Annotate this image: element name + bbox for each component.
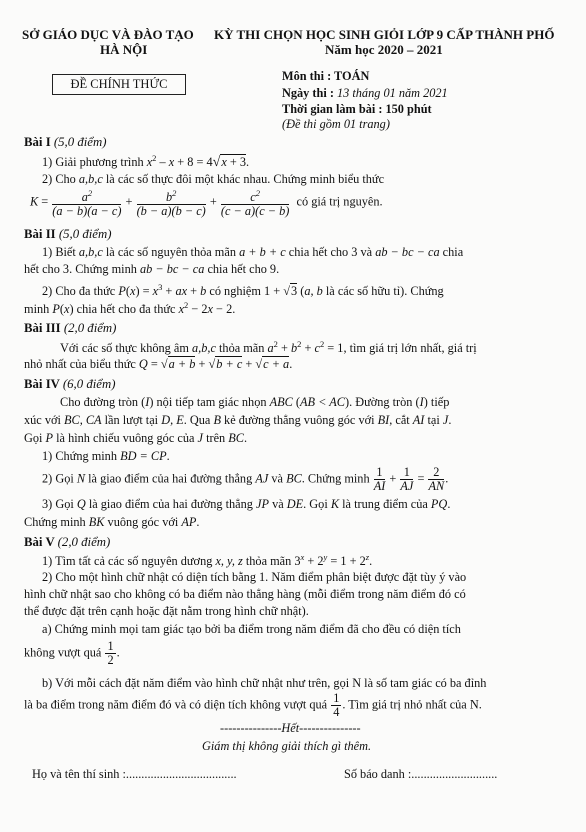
- bai2-q1-line1: 1) Biết a,b,c là các số nguyên thỏa mãn a + b + c chia hết cho 3 và ab − bc − ca chia: [42, 245, 464, 259]
- school-year: Năm học 2020 – 2021: [325, 42, 443, 57]
- end-marker: ---------------Hết---------------: [220, 721, 361, 735]
- bai4-q3-line1: 3) Gọi Q là giao điểm của hai đường thẳng JP và DE. Gọi K là trung điểm của PQ.: [42, 497, 451, 511]
- bai4-q3-line2: Chứng minh BK vuông góc với AP.: [24, 515, 200, 529]
- section-title-3: Bài III (2,0 điểm): [24, 321, 117, 335]
- bai5-q2-line2: hình chữ nhật sao cho không có ba điểm nào thẳng hàng (mỗi điểm trong năm điểm đó có: [24, 587, 466, 601]
- exam-date: Ngày thi : 13 tháng 01 năm 2021: [282, 86, 448, 100]
- bai4-line2: xúc với BC, CA lần lượt tại D, E. Qua B kẻ đường thẳng vuông góc với BI, cắt AI tại J.: [24, 413, 452, 427]
- bai1-q2: 2) Cho a,b,c là các số thực đôi một khác nhau. Chứng minh biểu thức: [42, 172, 385, 186]
- bai4-line1: Cho đường tròn (I) nội tiếp tam giác nhọn ABC (AB < AC). Đường tròn (I) tiếp: [60, 395, 450, 409]
- bai3-line1: Với các số thực không âm a,b,c thỏa mãn $a^2 + b^2 + c^2 = 1$, tìm giá trị lớn nhất, giá trị: [60, 339, 477, 356]
- bai5-q2-line1: 2) Cho một hình chữ nhật có diện tích bằng 1. Năm điểm phân biệt được đặt tùy ý vào: [42, 570, 467, 584]
- candidate-number-field: Số báo danh :............................: [344, 767, 498, 781]
- exam-title: KỲ THI CHỌN HỌC SINH GIỎI LỚP 9 CẤP THÀNH PHỐ: [214, 27, 555, 42]
- duration: Thời gian làm bài : 150 phút: [282, 102, 432, 116]
- bai4-q2: 2) Gọi N là giao điểm của hai đường thẳng AJ và BC. Chứng minh $\frac{1}{AI}$ + $\frac{1}{AJ}$ = $\frac{2}{AN}$ .: [42, 465, 449, 493]
- bai4-line3: Gọi P là hình chiếu vuông góc của J trên BC.: [24, 431, 248, 445]
- bai2-q2-line1: 2) Cho đa thức $P(x) = x^3$ + ax + b có nghiệm 1 + √3 (a, b là các số hữu tỉ). Chứng: [42, 282, 444, 299]
- bai5-qb-line2: là ba điểm trong năm điểm đó và có diện tích không vượt quá $\frac{1}{4}$ . Tìm giá trị nhỏ nhất của N.: [24, 691, 482, 719]
- bai3-line2: nhỏ nhất của biểu thức Q = √a + b + √b + c + √c + a.: [24, 357, 293, 371]
- org-line2: HÀ NỘI: [100, 42, 148, 57]
- official-exam-label: ĐỀ CHÍNH THỨC: [70, 77, 168, 91]
- bai1-q1: 1) Giải phương trình $x^2 - x + 8 = 4√x + 3$.: [42, 153, 250, 171]
- section-title-2: Bài II (5,0 điểm): [24, 227, 112, 241]
- bai5-qa-line2: không vượt quá $\frac{1}{2}$ .: [24, 639, 120, 667]
- bai5-q1: 1) Tìm tất cả các số nguyên dương x, y, z thỏa mãn $3^x + 2^y = 1 + 2^z$.: [42, 552, 373, 569]
- bai5-qb-line1: b) Với mỗi cách đặt năm điểm vào hình chữ nhật như trên, gọi N là số tam giác có ba đỉnh: [42, 676, 487, 690]
- section-title-1: Bài I (5,0 điểm): [24, 135, 107, 149]
- org-line1: SỞ GIÁO DỤC VÀ ĐÀO TẠO: [22, 27, 194, 42]
- official-exam-box: [52, 74, 186, 95]
- pages-note: (Đề thi gồm 01 trang): [282, 117, 390, 131]
- bai5-q2-line3: thể được đặt trên cạnh hoặc đặt nằm trong hình chữ nhật).: [24, 604, 309, 618]
- bai1-expression: K = $\frac{a^2}{(a - b)(a - c)}$ + $\frac{b^2}{(b - a)(b - c)}$ + $\frac{c^2}{(c - a)(c - b)}$ có giá trị nguyên.: [30, 188, 383, 219]
- subject: Môn thi : TOÁN: [282, 69, 370, 83]
- section-title-4: Bài IV (6,0 điểm): [24, 377, 116, 391]
- bai5-qa-line1: a) Chứng minh mọi tam giác tạo bởi ba điểm trong năm điểm đã cho đều có diện tích: [42, 622, 461, 636]
- candidate-name-field: Họ và tên thí sinh :....................................: [32, 767, 237, 781]
- bai2-q2-line2: minh P(x) chia hết cho đa thức $x^2 - 2x - 2$.: [24, 300, 236, 317]
- proctor-note: Giám thị không giải thích gì thêm.: [202, 739, 372, 753]
- bai4-q1: 1) Chứng minh BD = CP.: [42, 449, 170, 463]
- section-title-5: Bài V (2,0 điểm): [24, 535, 111, 549]
- bai2-q1-line2: hết cho 3. Chứng minh ab − bc − ca chia hết cho 9.: [24, 262, 280, 276]
